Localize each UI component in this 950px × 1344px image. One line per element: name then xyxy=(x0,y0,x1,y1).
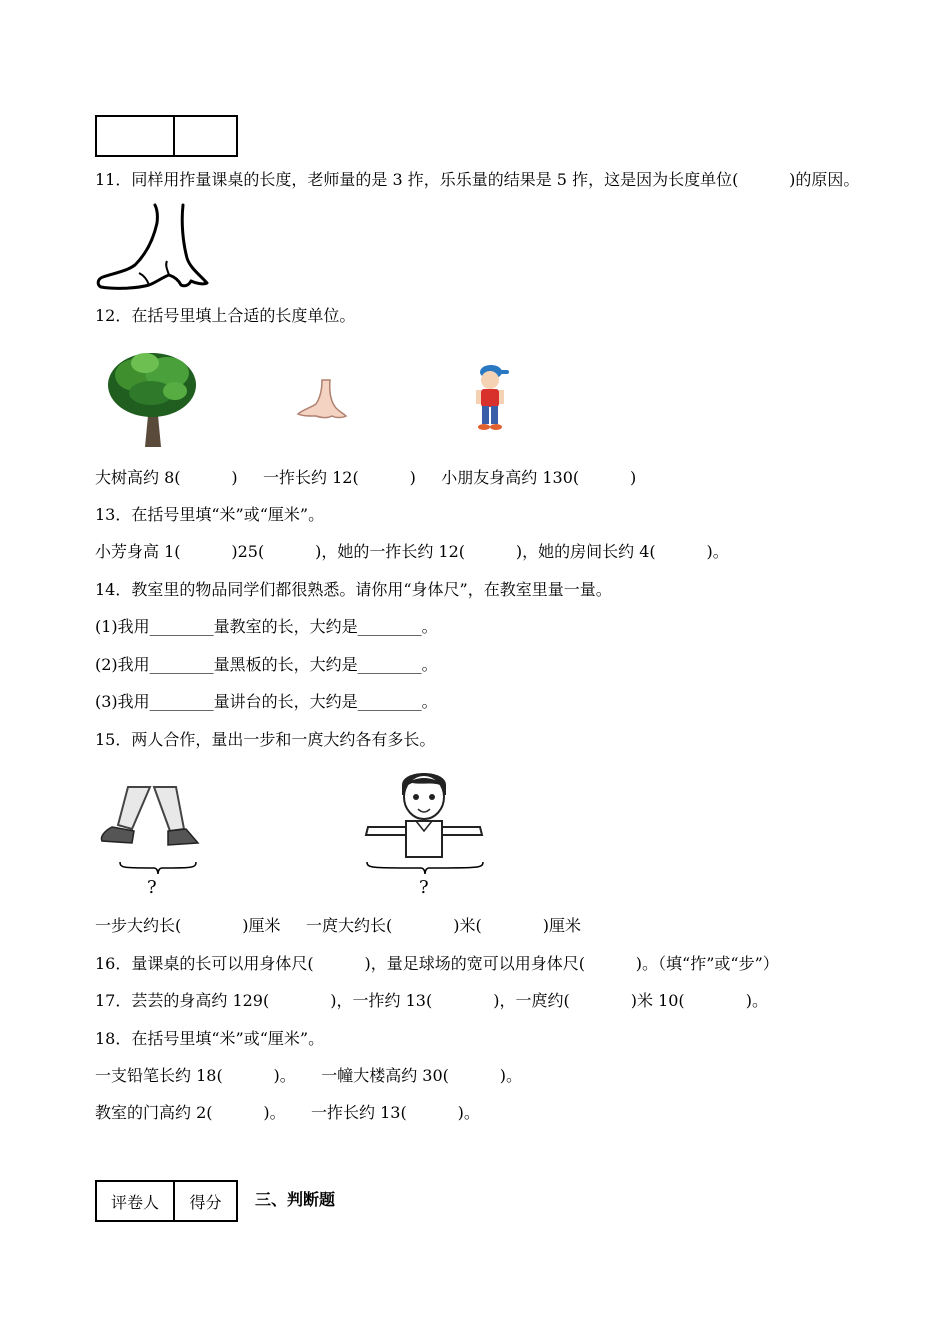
section-3-title: 三、判断题 xyxy=(255,1190,336,1209)
question-16: 16．量课桌的长可以用身体尺( )，量足球场的宽可以用身体尺( )。（填“拃”或“步”） xyxy=(95,954,779,973)
question-11: 11．同样用拃量课桌的长度，老师量的是 3 拃，乐乐量的结果是 5 拃，这是因为长度单位( )的原因。 xyxy=(95,170,860,189)
bottom-score-box xyxy=(95,1180,238,1222)
question-13: 13．在括号里填“米”或“厘米”。 xyxy=(95,505,325,524)
top-score-box xyxy=(95,115,238,157)
brace-2 xyxy=(365,860,485,876)
question-18-line-2: 教室的门高约 2( )。 一拃长约 13( )。 xyxy=(95,1103,480,1122)
walking-legs-icon xyxy=(98,785,204,855)
brace-1 xyxy=(118,860,198,876)
question-12-answers: 大树高约 8( ) 一拃长约 12( ) 小朋友身高约 130( ) xyxy=(95,468,637,487)
tree-icon xyxy=(105,345,200,450)
question-mark-1: ? xyxy=(147,877,157,898)
question-13-answers: 小芳身高 1( )25( )，她的一拃长约 12( )，她的房间长约 4( )。 xyxy=(95,542,729,561)
question-14-item-2: (2)我用________量黑板的长，大约是________。 xyxy=(95,655,438,674)
question-14-item-3: (3)我用________量讲台的长，大约是________。 xyxy=(95,692,438,711)
question-17: 17．芸芸的身高约 129( )，一拃约 13( )，一庹约( )米 10( )。 xyxy=(95,991,768,1010)
question-15: 15．两人合作，量出一步和一庹大约各有多长。 xyxy=(95,730,436,749)
boy-icon xyxy=(471,360,513,432)
question-12: 12．在括号里填上合适的长度单位。 xyxy=(95,306,356,325)
hand-span-icon xyxy=(95,203,210,291)
question-mark-2: ? xyxy=(419,877,429,898)
reviewer-cell: 评卷人 xyxy=(110,1192,159,1212)
question-14-item-1: (1)我用________量教室的长，大约是________。 xyxy=(95,617,438,636)
score-cell-2 xyxy=(173,117,236,155)
score-cell: 得分 xyxy=(173,1182,236,1220)
question-18: 18．在括号里填“米”或“厘米”。 xyxy=(95,1029,325,1048)
question-15-answers: 一步大约长( )厘米 一庹大约长( )米( )厘米 xyxy=(95,916,581,935)
small-hand-icon xyxy=(296,378,348,420)
question-14: 14．教室里的物品同学们都很熟悉。请你用“身体尺”，在教室里量一量。 xyxy=(95,580,612,599)
boy-arms-out-icon xyxy=(362,765,487,860)
question-18-line-1: 一支铅笔长约 18( )。 一幢大楼高约 30( )。 xyxy=(95,1066,523,1085)
score-cell-1 xyxy=(97,117,173,155)
